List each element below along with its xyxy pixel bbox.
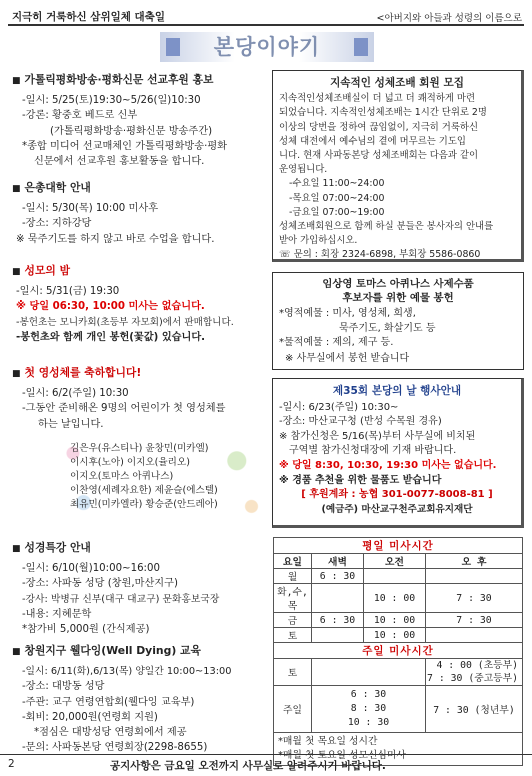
square-bullet-icon: ■ (12, 267, 21, 277)
box-line: 니다. 현재 사파동본당 성체조배회는 다음과 같이 (279, 150, 479, 162)
box-line: 성체 대전에서 예수님의 곁에 머무르는 기도입 (279, 135, 466, 147)
notice-line: -봉헌초와 함께 개인 봉헌(꽃값) 있습니다. (16, 331, 206, 343)
notice-line: 하는 날입니다. (38, 418, 104, 430)
account-line: [ 후원계좌 : 농협 301-0077-8008-81 ] (301, 489, 493, 501)
col-header: 요일 (274, 554, 312, 569)
banner-title: 본당이야기 (213, 35, 321, 59)
notice-line: -장소: 대방동 성당 (22, 681, 105, 693)
table-row: 토 10 : 00 (274, 628, 523, 643)
weekday-mass-title: 평일 미사시간 (274, 538, 523, 554)
notice-title: 창원지구 웰다잉(Well Dying) 교육 (24, 644, 201, 657)
col-header: 오전 (364, 554, 426, 569)
notice-line: -문의: 사파동본당 연령회장(2298-8655) (22, 742, 208, 754)
adoration-box (272, 70, 524, 262)
notice-line: (가톨릭평화방송·평화신문 방송주간) (50, 125, 213, 137)
child-names: 김은우(유스티나) 윤창민(미카엘) (70, 443, 209, 454)
notice-title: 첫 영성체를 축하합니다! (24, 366, 142, 379)
notice-line: -회비: 20,000원(연령회 지원) (22, 711, 158, 723)
notice-line: -일시: 5/25(토)19:30~5/26(일)10:30 (22, 95, 201, 107)
contact-line: ☏ 문의 : 회장 2324-6898, 부회장 5586-0860 (279, 249, 481, 261)
table-row: 토 4 : 00 (초등부) 7 : 30 (중고등부) (274, 659, 523, 686)
notice-line: -내용: 지혜문학 (22, 608, 92, 620)
notice-line: -일시: 5/30(목) 10:00 미사후 (22, 203, 159, 215)
box-line: -수요일 11:00~24:00 (289, 178, 385, 190)
notice-line: *종합 미디어 선교매체인 가톨릭평화방송·평화 (22, 140, 228, 152)
table-row: 금 6 : 30 10 : 00 7 : 30 (274, 613, 523, 628)
child-names: 이찬영(세례자요한) 제윤슬(에스텔) (70, 485, 218, 496)
box-title: 후보자를 위한 예물 봉헌 (342, 292, 454, 305)
square-bullet-icon: ■ (12, 544, 21, 554)
table-row: 화,수,목 10 : 00 7 : 30 (274, 584, 523, 613)
page-footer (0, 754, 532, 774)
page-header (8, 6, 524, 26)
notice-line: ※ 당일 06:30, 10:00 미사는 없습니다. (16, 301, 205, 313)
box-line: 이상의 당번을 정하여 끊임없이, 지극히 거룩하신 (279, 121, 479, 133)
box-line: 되었습니다. 지속적인성체조배는 1시간 단위로 2명 (279, 107, 487, 119)
notice-first-communion (12, 365, 268, 432)
box-line: 묵주기도, 화살기도 등 (339, 322, 436, 334)
notice-grace-college (12, 180, 268, 247)
child-names: 최유민(미카엘라) 황승준(안드레아) (70, 499, 218, 510)
notice-title: 은총대학 안내 (24, 181, 91, 194)
box-title: 임상영 토마스 아퀴나스 사제수품 (322, 278, 474, 290)
notice-line: *참가비 5,000원 (간식제공) (22, 624, 150, 636)
col-header: 새벽 (312, 554, 364, 569)
notice-line: -주관: 교구 연령연합회(웰다잉 교육부) (22, 696, 195, 708)
table-row: 월 6 : 30 (274, 569, 523, 584)
box-line: 구역별 참가신청대장에 기재 바랍니다. (289, 445, 457, 457)
page-number: 2 (8, 758, 15, 770)
square-bullet-icon: ■ (12, 647, 21, 657)
square-bullet-icon: ■ (12, 184, 21, 194)
notice-line: -일시: 6/11(화),6/13(목) 양일간 10:00~13:00 (22, 666, 232, 678)
notice-may-night (12, 263, 268, 345)
account-holder: (예금주) 마산교구천주교회유지재단 (321, 503, 473, 515)
square-bullet-icon: ■ (12, 369, 21, 379)
parish-day-box (272, 378, 524, 528)
table-row: 주일 6 : 30 8 : 30 10 : 30 7 : 30 (청년부) (274, 686, 523, 733)
box-line: -금요일 07:00~19:00 (289, 206, 385, 218)
notice-title: 성모의 밤 (24, 264, 70, 277)
notice-title: 가톨릭평화방송·평화신문 선교후원 홍보 (24, 73, 214, 86)
box-line: -장소: 마산교구청 (반성 수목원 경유) (279, 416, 442, 428)
notice-line: *점심은 대방성당 연령회에서 제공 (34, 727, 187, 739)
notice-line: 신문에서 선교후원 홍보활동을 합니다. (34, 156, 205, 168)
square-bullet-icon: ■ (12, 76, 21, 86)
box-line: ※ 참가신청은 5/16(목)부터 사무실에 비치된 (279, 430, 476, 442)
notice-line: -그동안 준비해온 9명의 어린이가 첫 영성체를 (22, 403, 226, 415)
notice-line: -강사: 박병규 신부(대구 대교구) 문화홍보국장 (22, 593, 220, 605)
notice-line: -봉헌초는 모니카회(초등부 자모회)에서 판매합니다. (16, 316, 234, 328)
box-title: 제35회 본당의 날 행사안내 (332, 385, 462, 397)
box-line: *영적예물 : 미사, 영성체, 희생, (279, 308, 416, 320)
box-note: ※ 사무실에서 봉헌 받습니다 (285, 353, 410, 365)
notice-bible-lecture (12, 540, 268, 637)
header-motto: <아버지와 아들과 성령의 이름으로 (376, 13, 522, 24)
box-title: 지속적인 성체조배 회원 모집 (330, 77, 464, 89)
notice-line: -장소: 지하강당 (22, 218, 92, 230)
notice-line: -일시: 5/31(금) 19:30 (16, 286, 120, 298)
flower-name-list (52, 438, 262, 514)
notice-title: 성경특강 안내 (24, 541, 91, 554)
ordination-gift-box (272, 272, 524, 370)
sunday-mass-title: 주일 미사시간 (274, 643, 523, 659)
box-line: -일시: 6/23(주일) 10:30~ (279, 401, 399, 413)
mass-notes: *매월 첫 목요일 성시간 *매월 첫 토요일 성모신심미사 (274, 733, 523, 766)
footer-notice: 공지사항은 금요일 오전까지 사무실로 알려주시기 바랍니다. (110, 760, 386, 772)
child-names: 이지오(토마스 아퀴나스) (70, 471, 174, 482)
section-banner (160, 32, 374, 62)
child-names: 이시후(노아) 이지오(율리오) (70, 457, 190, 468)
notice-line: -장소: 사파동 성당 (창원,마산지구) (22, 578, 178, 590)
box-line: 운영됩니다. (279, 164, 328, 176)
col-header: 오 후 (426, 554, 523, 569)
header-feast: 지극히 거룩하신 삼위일체 대축일 (12, 11, 165, 23)
notice-line: -일시: 6/2(주일) 10:30 (22, 388, 129, 400)
mass-schedule-table (273, 537, 523, 766)
box-line: -목요일 07:00~24:00 (289, 192, 385, 204)
banner-left-square-icon (166, 38, 180, 56)
box-line: 받아 가입하십시오. (279, 235, 358, 247)
notice-pbc (12, 72, 268, 169)
box-line: *물적예물 : 제의, 제구 등. (279, 336, 394, 348)
notice-line: -강론: 황중호 베드로 신부 (22, 110, 138, 122)
notice-line: ※ 묵주기도를 하지 않고 바로 수업을 합니다. (16, 233, 215, 245)
box-line: ※ 당일 8:30, 10:30, 19:30 미사는 없습니다. (279, 459, 497, 471)
box-line: 성체조배회원으로 함께 하실 분들은 봉사자의 안내를 (279, 221, 494, 233)
banner-right-square-icon (354, 38, 368, 56)
notice-well-dying (12, 643, 268, 755)
box-line: 지속적인성체조배실이 더 넓고 더 쾌적하게 마련 (279, 93, 476, 105)
box-line: ※ 경품 추천을 위한 물품도 받습니다 (279, 474, 442, 486)
notice-line: -일시: 6/10(월)10:00~16:00 (22, 563, 160, 575)
